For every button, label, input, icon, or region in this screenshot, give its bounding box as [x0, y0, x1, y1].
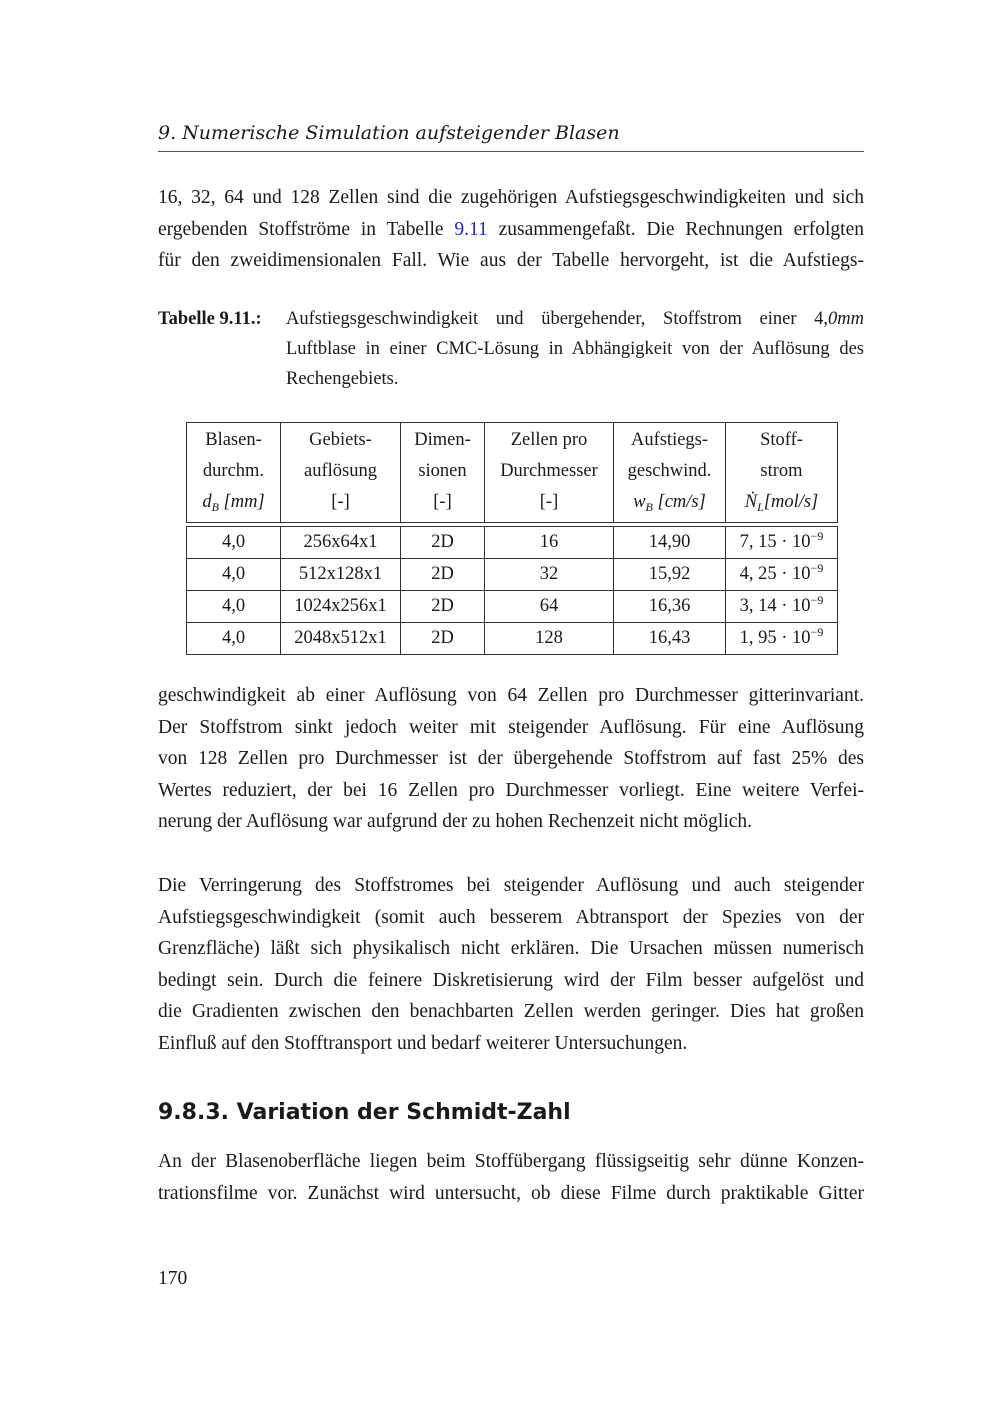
text-segment: ergebenden Stoffströme in Tabelle [158, 218, 455, 240]
discussion-paragraph [158, 870, 864, 1059]
cell-resolution: 512x128x1 [281, 559, 401, 591]
caption-line: Rechengebiets. [286, 369, 399, 389]
header-line: strom [760, 461, 803, 481]
massflow-mantissa: 3, 14 · 10 [739, 596, 811, 616]
unit-subscript: B [211, 500, 219, 514]
page-number: 170 [158, 1268, 188, 1289]
results-table [186, 422, 838, 655]
table-row [187, 591, 838, 623]
header-line: durchm. [202, 461, 265, 481]
header-unit [734, 487, 829, 518]
header-aufstiegsgeschwindigkeit [614, 423, 726, 523]
text-line: Aufstiegsgeschwindigkeit (somit auch besserem Abtransport der Spezies von der [158, 906, 864, 928]
intro-paragraph [158, 182, 864, 277]
massflow-exponent: −9 [810, 625, 824, 639]
header-line: Stoff- [760, 430, 803, 450]
cell-cells: 16 [485, 527, 614, 559]
header-unit: [-] [331, 492, 350, 512]
table-row [187, 623, 838, 655]
text-line: von 128 Zellen pro Durchmesser ist der übergehende Stoffstrom auf fast 25% des [158, 748, 864, 769]
caption-text [286, 304, 864, 394]
cell-velocity: 16,43 [614, 623, 726, 655]
cell-diameter: 4,0 [187, 591, 281, 623]
cell-resolution: 1024x256x1 [281, 591, 401, 623]
header-line: Gebiets- [309, 430, 372, 450]
cell-massflow [726, 591, 838, 623]
cell-resolution: 256x64x1 [281, 527, 401, 559]
unit-symbol: Ṅ [744, 492, 758, 512]
text-line: Der Stoffstrom sinkt jedoch weiter mit steigender Auflösung. Für eine Auflösung [158, 716, 864, 738]
running-head: 9. Numerische Simulation aufsteigender Blasen [158, 119, 864, 152]
unit-symbol: w [633, 492, 646, 512]
header-line: auflösung [304, 461, 377, 481]
massflow-exponent: −9 [810, 561, 824, 575]
header-unit: [-] [433, 492, 452, 512]
cell-cells: 128 [485, 623, 614, 655]
text-line: die Gradienten zwischen den benachbarten Zellen werden geringer. Dies hat großen [158, 1001, 864, 1022]
cell-diameter: 4,0 [187, 559, 281, 591]
text-line: Grenzfläche) läßt sich physikalisch nicht erklären. Die Ursachen müssen numerisch [158, 938, 864, 959]
caption-math: 0mm [828, 309, 864, 329]
text-line: Die Verringerung des Stoffstromes bei steigender Auflösung und auch steigender [158, 875, 864, 896]
unit-text: [cm/s] [652, 492, 706, 512]
header-line: geschwind. [627, 461, 712, 481]
text-line: Einfluß auf den Stofftransport und bedarf weiterer Untersuchungen. [158, 1032, 688, 1054]
text-line: bedingt sein. Durch die feinere Diskretisierung wird der Film besser aufgelöst und [158, 969, 864, 991]
text-line: trationsfilme vor. Zunächst wird untersucht, ob diese Filme durch praktikable Gitter [158, 1182, 864, 1204]
header-line: Dimen- [414, 430, 471, 450]
text-line: für den zweidimensionalen Fall. Wie aus der Tabelle hervorgeht, ist die Aufstiegs- [158, 250, 864, 271]
cell-resolution: 2048x512x1 [281, 623, 401, 655]
section-heading: 9.8.3. Variation der Schmidt-Zahl [158, 1100, 571, 1125]
text-line: geschwindigkeit ab einer Auflösung von 64 Zellen pro Durchmesser gitterinvariant. [158, 685, 864, 706]
caption-label: Tabelle 9.11.: [158, 309, 262, 329]
header-dimensionen [401, 423, 485, 523]
massflow-mantissa: 1, 95 · 10 [739, 628, 811, 648]
cell-velocity: 14,90 [614, 527, 726, 559]
results-paragraph [158, 680, 864, 838]
text-line [158, 214, 864, 246]
cell-cells: 64 [485, 591, 614, 623]
cell-diameter: 4,0 [187, 527, 281, 559]
text-line: Wertes reduziert, der bei 16 Zellen pro Durchmesser vorliegt. Eine weitere Verfei- [158, 779, 864, 801]
results-table-wrapper [186, 422, 838, 655]
caption-line: Luftblase in einer CMC-Lösung in Abhängigkeit von der Auflösung des [286, 339, 864, 359]
header-line: Blasen- [205, 430, 262, 450]
unit-subscript: B [645, 500, 653, 514]
text-line: nerung der Auflösung war aufgrund der zu hohen Rechenzeit nicht möglich. [158, 811, 753, 832]
massflow-mantissa: 7, 15 · 10 [739, 532, 811, 552]
cell-cells: 32 [485, 559, 614, 591]
massflow-exponent: −9 [810, 529, 824, 543]
header-line: sionen [418, 461, 467, 481]
massflow-mantissa: 4, 25 · 10 [739, 564, 811, 584]
cell-diameter: 4,0 [187, 623, 281, 655]
table-row [187, 559, 838, 591]
table-row [187, 527, 838, 559]
header-stoffstrom [726, 423, 838, 523]
header-unit: [-] [539, 492, 559, 512]
table-reference-link[interactable]: 9.11 [454, 218, 488, 240]
header-unit [195, 487, 272, 518]
cell-massflow [726, 559, 838, 591]
caption-segment: Aufstiegsgeschwindigkeit und übergehender, Stoffstrom einer 4, [286, 309, 829, 329]
text-line: An der Blasenoberfläche liegen beim Stoffübergang flüssigseitig sehr dünne Konzen- [158, 1151, 864, 1172]
cell-massflow [726, 623, 838, 655]
cell-velocity: 16,36 [614, 591, 726, 623]
header-gebietsaufloesung [281, 423, 401, 523]
unit-subscript: L [757, 500, 764, 514]
caption-line [286, 304, 864, 334]
text-segment: zusammengefaßt. Die Rechnungen erfolgten [487, 218, 864, 240]
header-blasendurchmesser [187, 423, 281, 523]
header-unit [622, 487, 717, 518]
cell-dimensions: 2D [401, 591, 485, 623]
header-line: Zellen pro [510, 430, 588, 450]
cell-massflow [726, 527, 838, 559]
schmidt-paragraph [158, 1146, 864, 1209]
text-line: 16, 32, 64 und 128 Zellen sind die zugehörigen Aufstiegsgeschwindigkeiten und sich [158, 187, 864, 208]
massflow-exponent: −9 [810, 593, 824, 607]
cell-dimensions: 2D [401, 559, 485, 591]
cell-dimensions: 2D [401, 623, 485, 655]
header-line: Aufstiegs- [630, 430, 709, 450]
unit-symbol: d [202, 492, 212, 512]
cell-dimensions: 2D [401, 527, 485, 559]
table-header-row [187, 423, 838, 523]
unit-text: [mol/s] [763, 492, 819, 512]
cell-velocity: 15,92 [614, 559, 726, 591]
unit-text: [mm] [218, 492, 265, 512]
header-zellen-pro-durchmesser [485, 423, 614, 523]
page [158, 0, 864, 1414]
header-line: Durchmesser [500, 461, 598, 481]
